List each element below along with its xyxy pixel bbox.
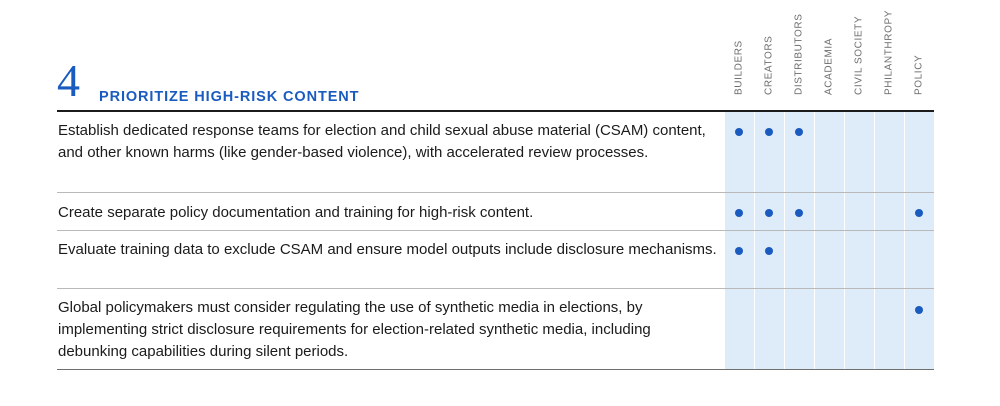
column-header-builders: BUILDERS (733, 40, 745, 95)
row-divider (57, 230, 934, 231)
column-shading-creators (755, 111, 784, 369)
table-top-rule (57, 110, 934, 112)
row-divider (57, 288, 934, 289)
dot-policy (915, 306, 923, 314)
dot-distributors (795, 209, 803, 217)
section-title: PRIORITIZE HIGH-RISK CONTENT (99, 89, 360, 105)
column-shading-philanthropy (875, 111, 904, 369)
column-header-academia: ACADEMIA (823, 37, 835, 95)
row-text: Evaluate training data to exclude CSAM and ensure model outputs include disclosure mechanisms. (58, 241, 717, 258)
dot-builders (735, 128, 743, 136)
dot-distributors (795, 128, 803, 136)
column-header-creators: CREATORS (763, 35, 775, 95)
column-shading-distributors (785, 111, 814, 369)
row-text: Create separate policy documentation and training for high-risk content. (58, 204, 534, 221)
column-header-civil-society: CIVIL SOCIETY (853, 15, 865, 95)
dot-creators (765, 128, 773, 136)
row-divider (57, 192, 934, 193)
table-bottom-rule (57, 369, 934, 370)
row-text: Establish dedicated response teams for election and child sexual abuse material (CSAM) content, and other known harms (like gender-based violence), with accelerated review processes. (58, 122, 706, 161)
column-header-distributors: DISTRIBUTORS (793, 13, 805, 95)
dot-creators (765, 247, 773, 255)
column-shading-academia (815, 111, 844, 369)
section-number: 4 (57, 55, 80, 106)
column-header-philanthropy: PHILANTHROPY (883, 10, 895, 95)
column-header-policy: POLICY (913, 54, 925, 95)
column-shading-policy (905, 111, 934, 369)
column-shading-builders (725, 111, 754, 369)
dot-builders (735, 209, 743, 217)
row-text: Global policymakers must consider regulating the use of synthetic media in elections, by implementing strict disclosure requirements for election-related synthetic media, including debunking capabilities during silent periods. (58, 299, 651, 360)
column-shading-civil-society (845, 111, 874, 369)
dot-policy (915, 209, 923, 217)
dot-creators (765, 209, 773, 217)
dot-builders (735, 247, 743, 255)
